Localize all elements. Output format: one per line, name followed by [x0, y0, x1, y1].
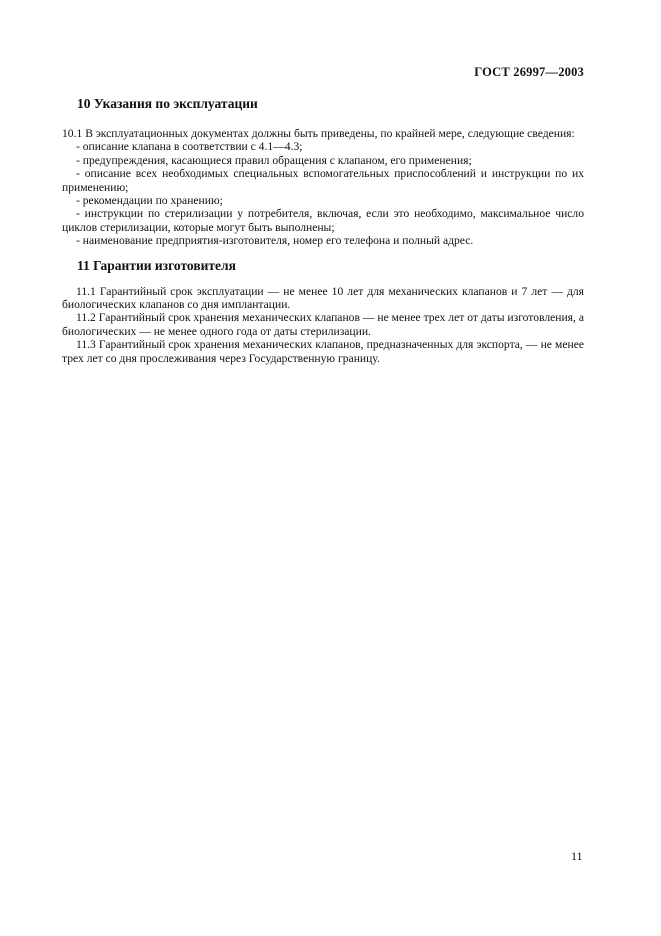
page-number: 11: [571, 849, 583, 863]
list-item: - предупреждения, касающиеся правил обращения с клапаном, его применения;: [76, 153, 472, 167]
section-10-intro-text: 10.1 В эксплуатационных документах должны быть приведены, по крайней мере, следующие сведения:: [62, 127, 575, 140]
list-item: - наименование предприятия-изготовителя, номер его телефона и полный адрес.: [76, 234, 474, 248]
document-standard-number: ГОСТ 26997—2003: [474, 65, 584, 79]
document-body: [62, 95, 584, 365]
paragraph-11-3: 11.3 Гарантийный срок хранения механических клапанов, предназначенных для экспорта, — не менее трех лет со дня прослеживания через Государственную границу.: [62, 338, 584, 365]
list-item: - рекомендации по хранению;: [76, 194, 223, 208]
section-10-body: [62, 127, 584, 248]
section-10-title: 10 Указания по эксплуатации: [77, 96, 258, 111]
section-11-title: 11 Гарантии изготовителя: [77, 257, 236, 273]
list-item: - описание клапана в соответствии с 4.1—4.3;: [76, 140, 303, 154]
paragraph-11-1: 11.1 Гарантийный срок эксплуатации — не менее 10 лет для механических клапанов и 7 лет — для биологических клапанов со дня имплантации.: [62, 284, 584, 312]
paragraph-11-2: 11.2 Гарантийный срок хранения механических клапанов — не менее трех лет от даты изготовления, а биологических — не менее одного года от даты стерилизации.: [62, 311, 584, 338]
list-item: - инструкции по стерилизации у потребителя, включая, если это необходимо, максимальное число циклов стерилизации, которые могут быть выполнены;: [62, 207, 584, 234]
list-item: - описание всех необходимых специальных вспомогательных приспособлений и инструкции по их применению;: [62, 167, 584, 194]
section-10-intro: [62, 127, 584, 140]
section-11-body: [62, 285, 584, 365]
